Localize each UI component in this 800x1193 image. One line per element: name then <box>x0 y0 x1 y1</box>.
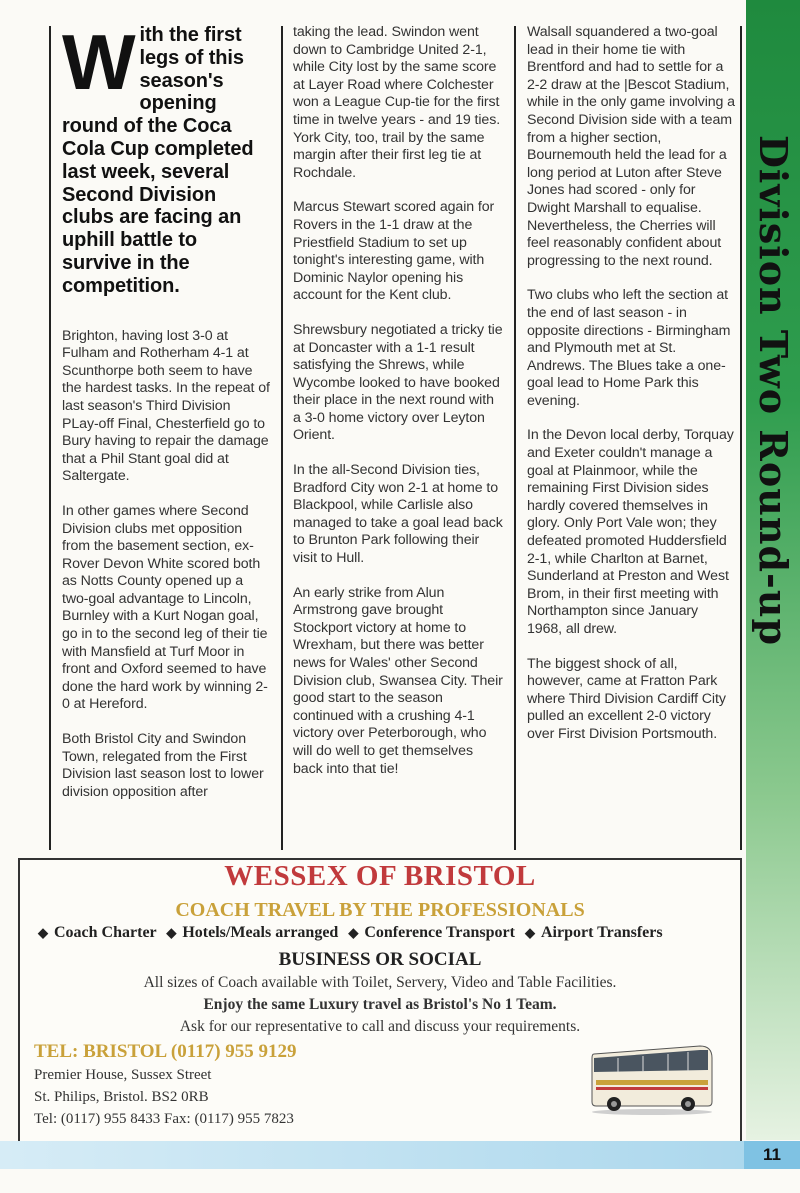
ad-service: Coach Charter <box>54 924 157 941</box>
paragraph: In the all-Second Division ties, Bradford City won 2-1 at home to Blackpool, while Carlisle also managed to take a goal lead back to Brunton Park following their visit to Hull. <box>293 462 503 567</box>
ad-line-bold: Enjoy the same Luxury travel as Bristol's No 1 Team. <box>203 996 557 1013</box>
lead-text: ith the first legs of this season's opening round of the Coca Cola Cup completed last week, several Second Division clubs are facing an uphill battle to survive in the competition. <box>62 24 254 297</box>
advertisement-box <box>18 858 742 1145</box>
paragraph: Two clubs who left the section at the end of last season - in opposite directions - Birmingham and Plymouth met at St. Andrews. The Blues take a one-goal lead to Home Park this evening. <box>527 287 731 409</box>
article-lead <box>62 18 270 298</box>
ad-address: St. Philips, Bristol. BS2 0RB <box>34 1089 209 1105</box>
paragraph: In the Devon local derby, Torquay and Exeter couldn't manage a goal at Plainmoor, while the remaining First Division sides hardly covered themselves in glory. Only Port Vale won; they defeated promoted Huddersfield 2-1, while Charlton at Barnet, Sunderland at Preston and West Brom, in their first meeting with Northampton since January 1968, all drew. <box>527 427 734 637</box>
ad-line: All sizes of Coach available with Toilet, Servery, Video and Table Facilities. <box>143 974 617 991</box>
footer-band <box>0 1141 800 1169</box>
ad-service: Airport Transfers <box>540 924 663 941</box>
paragraph: Marcus Stewart scored again for Rovers in the 1-1 draw at the Priestfield Stadium to set up tonight's interesting game, with Dominic Naylor opening his account for the Kent club. <box>293 199 495 304</box>
ad-service: Conference Transport <box>364 924 515 941</box>
coach-bus-image <box>588 1040 716 1116</box>
paragraph: Shrewsbury negotiated a tricky tie at Doncaster with a 1-1 result satisfying the Shrews, while Wycombe looked to have booked their place in the next round with a 3-0 home victory over Leyton Orient. <box>293 321 503 444</box>
paragraph: Brighton, having lost 3-0 at Fulham and Rotherham 4-1 at Scunthorpe both seem to have the hardest tasks. In the repeat of last season's Third Division PLay-off Final, Chesterfield go to Bury having to repair the damage that a Phil Stant goal did at Saltergate. <box>62 327 270 485</box>
paragraph: In other games where Second Division clubs met opposition from the basement section, ex-Rover Devon White scored both as Notts County opened up a two-goal advantage to Lincoln, Burnley with a Kurt Nogan goal, go in to the second leg of their tie with Mansfield at Turf Moor in front and Oxford seemed to have done the hard work by winning 2-0 at Hereford. <box>62 502 268 713</box>
diamond-icon: ◆ <box>38 925 48 940</box>
paragraph: Walsall squandered a two-goal lead in their home tie with Brentford and had to settle for a 2-2 draw at the |Bescot Stadium, while in the only game involving a Second Division side with a team from a higher section, Bournemouth held the lead for a long period at Luton after Steve Jones had scored - only for Dwight Marshall to equalise. Nevertheless, the Cherries will feel reasonably confident about progressing to the next round. <box>527 24 735 269</box>
page-number: 11 <box>744 1141 800 1169</box>
column-rule-middle-left <box>281 26 283 850</box>
section-title-text: Division Two Round-up <box>751 134 797 646</box>
article-column-2 <box>293 24 505 795</box>
ad-services <box>38 924 738 942</box>
ad-contact: Tel: (0117) 955 8433 Fax: (0117) 955 7823 <box>34 1111 294 1127</box>
paragraph: Both Bristol City and Swindon Town, relegated from the First Division last season lost to lower division opposition after <box>62 731 264 800</box>
paragraph: An early strike from Alun Armstrong gave brought Stockport victory at home to Wrexham, but there was better news for Wales' other Second Division club, Swansea City. Their good start to the season continued with a crushing 4-1 victory over Peterborough, who will do well to get themselves back into that tie! <box>293 584 503 777</box>
paragraph: taking the lead. Swindon went down to Cambridge United 2-1, while City lost by the same score at Layer Road where Colchester won a League Cup-tie for the first time in twelve years - and 19 ties. York City, too, trail by the same margin after their first leg tie at Rochdale. <box>293 24 501 181</box>
section-title <box>750 30 798 750</box>
ad-telephone: TEL: BRISTOL (0117) 955 9129 <box>34 1041 297 1062</box>
ad-line: Ask for our representative to call and discuss your requirements. <box>179 1018 581 1035</box>
column-rule-middle-right <box>514 26 516 850</box>
ad-title: WESSEX OF BRISTOL <box>224 860 536 892</box>
ad-service: Hotels/Meals arranged <box>182 924 339 941</box>
column-rule-left <box>49 26 51 850</box>
ad-heading: BUSINESS OR SOCIAL <box>278 949 482 970</box>
article-column-1 <box>62 18 270 818</box>
ad-subtitle: COACH TRAVEL BY THE PROFESSIONALS <box>175 899 585 921</box>
paragraph: The biggest shock of all, however, came at Fratton Park where Third Division Cardiff City pulled an excellent 2-0 victory over First Division Portsmouth. <box>527 655 726 742</box>
diamond-icon: ◆ <box>524 925 535 940</box>
article-column-3 <box>527 24 735 761</box>
diamond-icon: ◆ <box>166 925 177 940</box>
column-rule-right <box>740 26 742 850</box>
drop-cap: W <box>62 18 136 106</box>
ad-address: Premier House, Sussex Street <box>34 1067 212 1083</box>
diamond-icon: ◆ <box>348 925 359 940</box>
